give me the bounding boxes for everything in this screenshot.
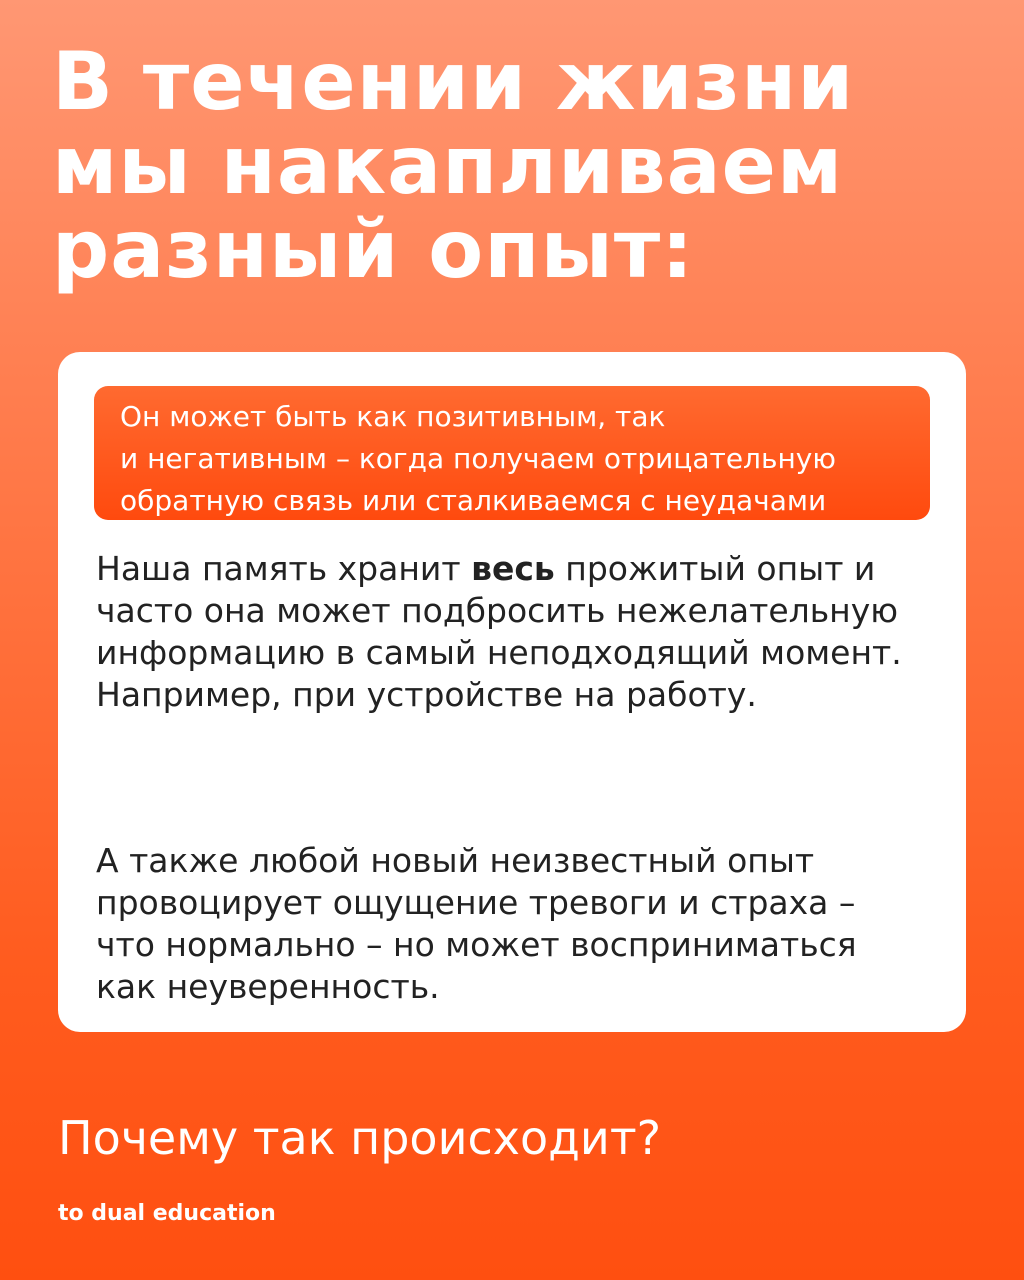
headline [52, 35, 992, 296]
question-heading: Почему так происходит? [58, 1111, 662, 1165]
paragraph-line: провоцирует ощущение тревоги и страха – [96, 883, 856, 922]
emphasis-text: весь [471, 549, 555, 588]
callout-box [94, 386, 930, 520]
paragraph-line: часто она может подбросить нежелательную [96, 591, 899, 630]
paragraph-line [96, 548, 946, 590]
paragraph-line: информацию в самый неподходящий момент. [96, 633, 902, 672]
callout-line: и негативным – когда получаем отрицательную [120, 442, 836, 475]
memory-paragraph [96, 548, 946, 716]
headline-line: В течении жизни [52, 35, 855, 128]
paragraph-line: что нормально – но может восприниматься [96, 925, 857, 964]
paragraph-line: как неуверенность. [96, 967, 440, 1006]
brand-logo-text: to dual education [58, 1201, 276, 1226]
callout-line: Он может быть как позитивным, так [120, 400, 666, 433]
headline-line: мы накапливаем [52, 119, 844, 212]
paragraph-text: прожитый опыт и [554, 549, 876, 588]
paragraph-text: Наша память хранит [96, 549, 472, 588]
content-card [58, 352, 966, 1032]
headline-line: разный опыт: [52, 203, 695, 296]
paragraph-line: А также любой новый неизвестный опыт [96, 841, 815, 880]
callout-line: обратную связь или сталкиваемся с неудачами [120, 484, 827, 517]
anxiety-paragraph [96, 840, 946, 1008]
paragraph-line: Например, при устройстве на работу. [96, 675, 757, 714]
